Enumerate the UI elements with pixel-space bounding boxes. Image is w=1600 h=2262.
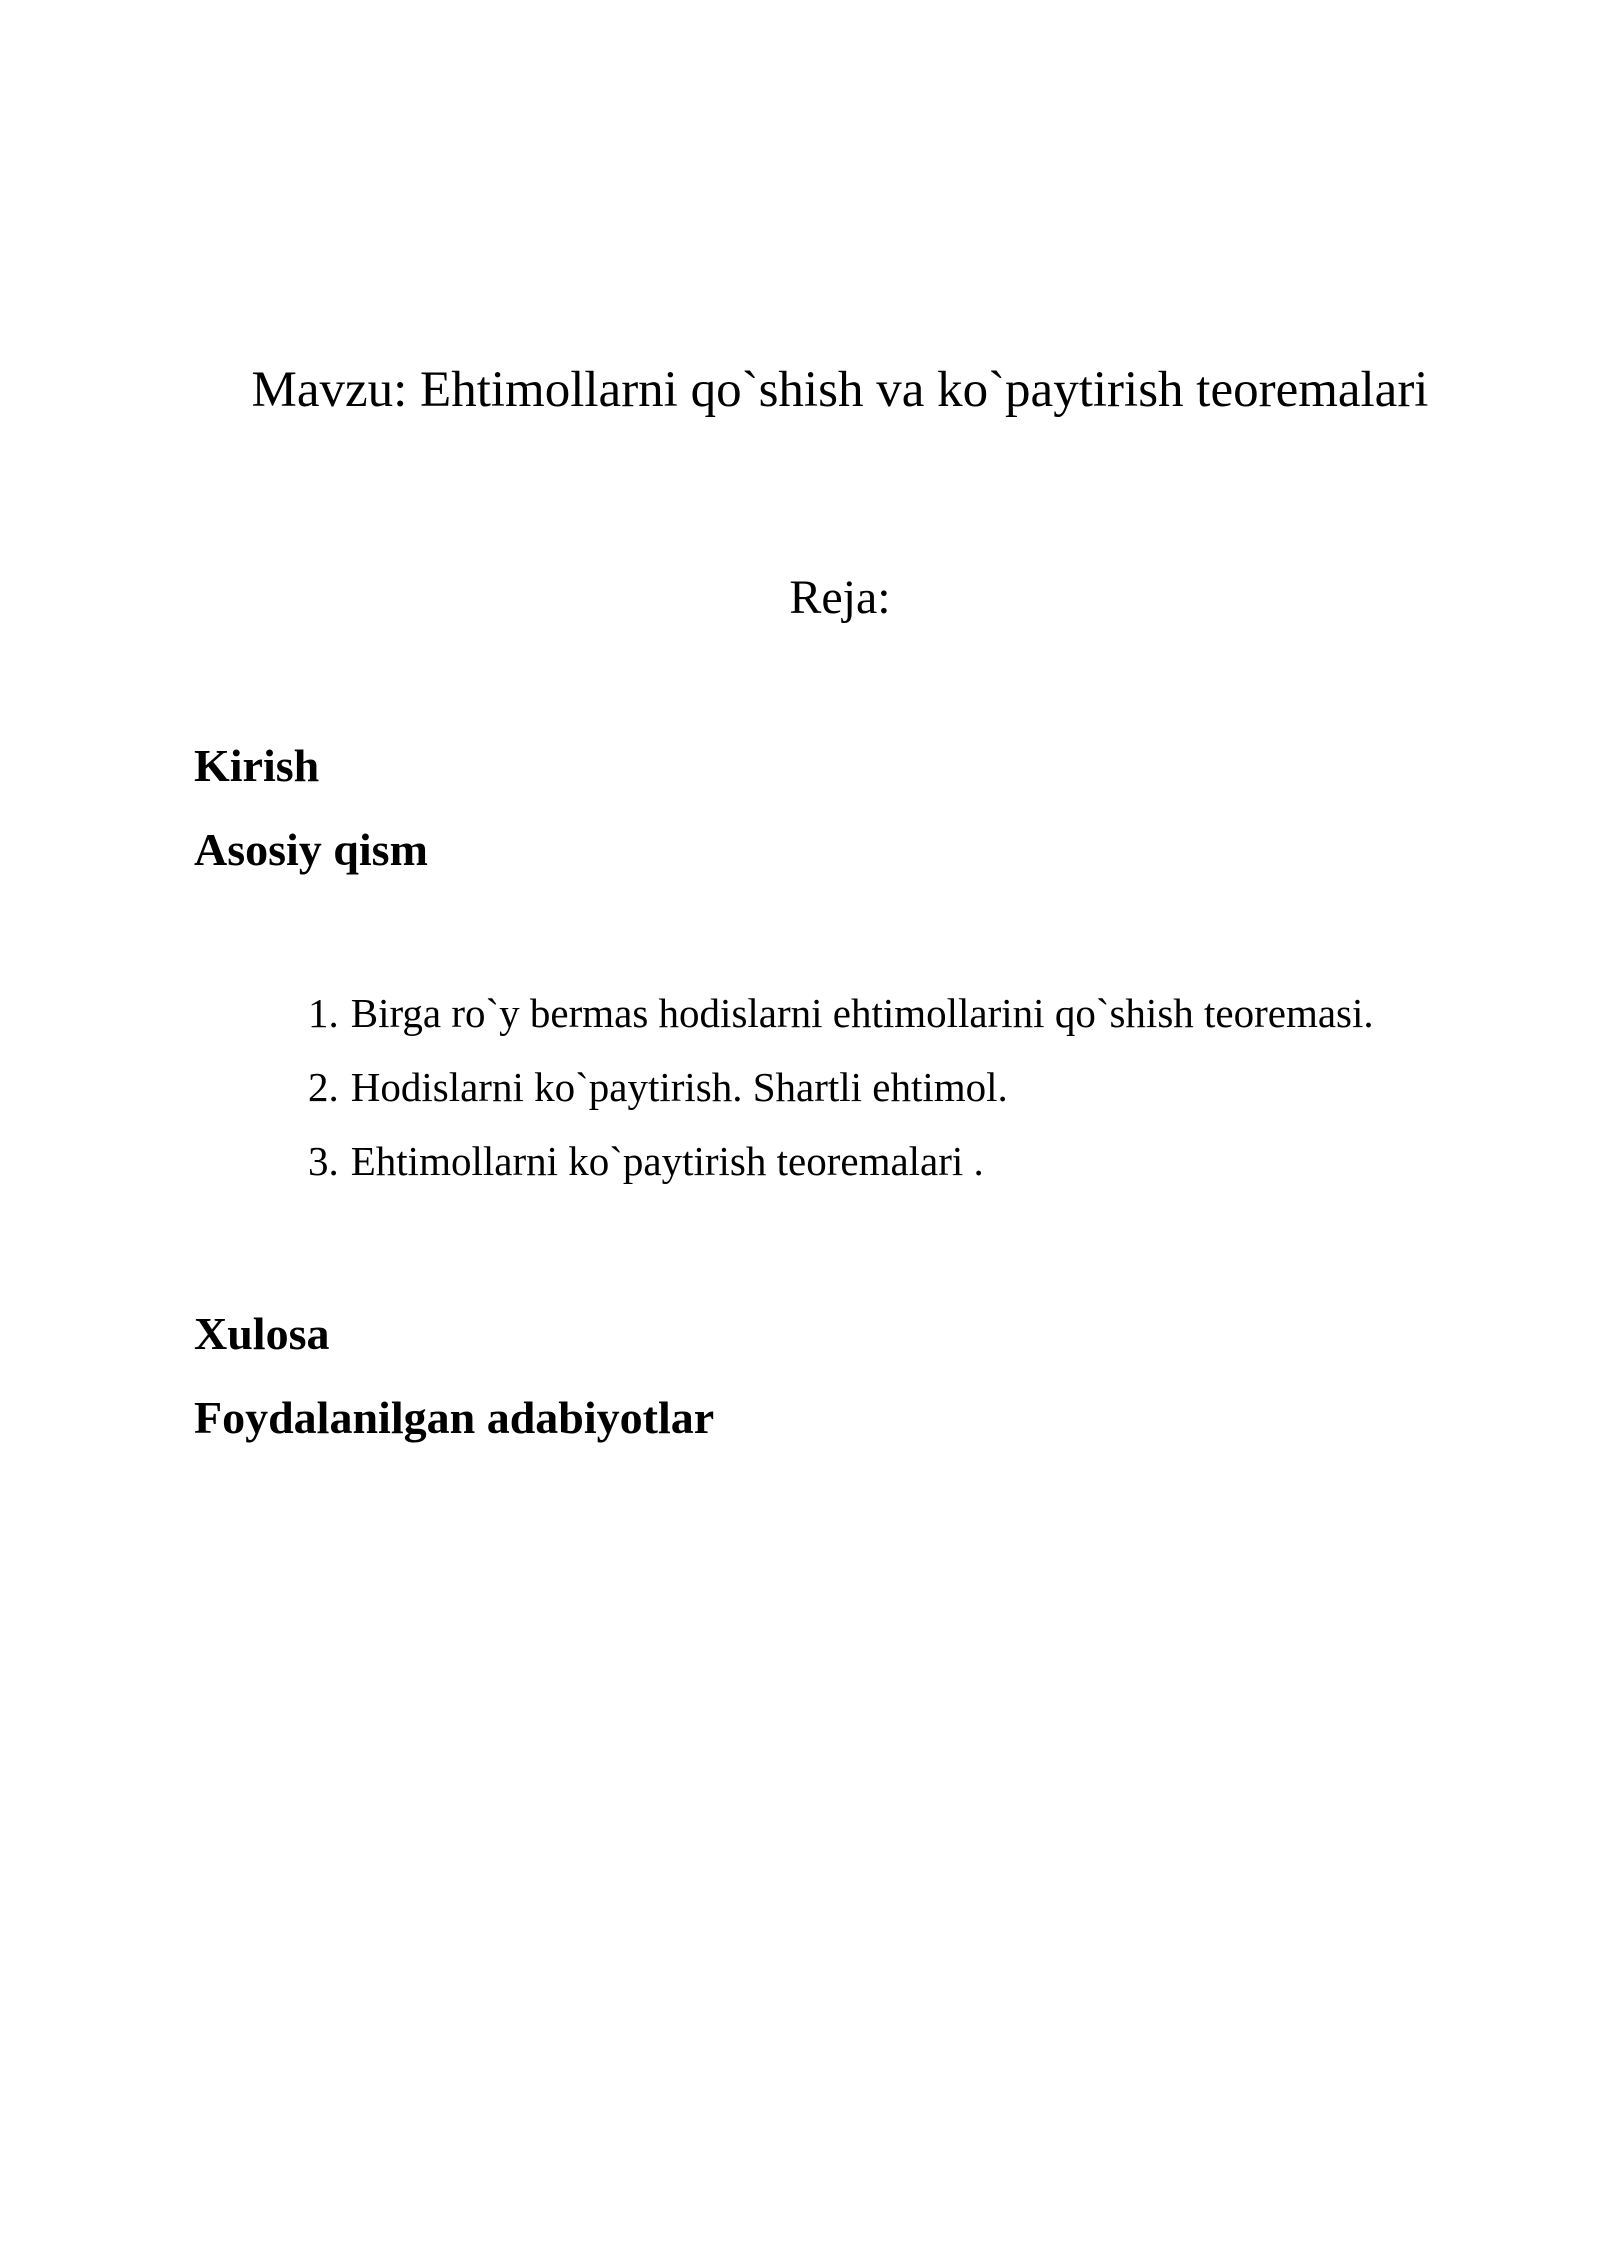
section-heading-main: Asosiy qism <box>194 824 428 875</box>
document-title: Mavzu: Ehtimollarni qo`shish va ko`paytirish teoremalari <box>251 362 1429 418</box>
section-heading-conclusion: Xulosa <box>194 1308 330 1359</box>
plan-list-item <box>308 988 1374 1038</box>
plan-list-item <box>308 1136 984 1186</box>
list-item-text: Birga ro`y bermas hodislarni ehtimollarini qo`shish teoremasi. <box>350 990 1374 1036</box>
list-item-number: 2. <box>308 1064 339 1110</box>
list-item-number: 1. <box>308 990 339 1036</box>
plan-list-item <box>308 1062 1008 1112</box>
list-item-number: 3. <box>308 1138 339 1184</box>
list-item-text: Hodislarni ko`paytirish. Shartli ehtimol. <box>350 1064 1008 1110</box>
plan-heading: Reja: <box>789 571 891 624</box>
section-heading-intro: Kirish <box>194 740 320 791</box>
list-item-text: Ehtimollarni ko`paytirish teoremalari . <box>350 1138 984 1184</box>
section-heading-references: Foydalanilgan adabiyotlar <box>194 1392 715 1443</box>
